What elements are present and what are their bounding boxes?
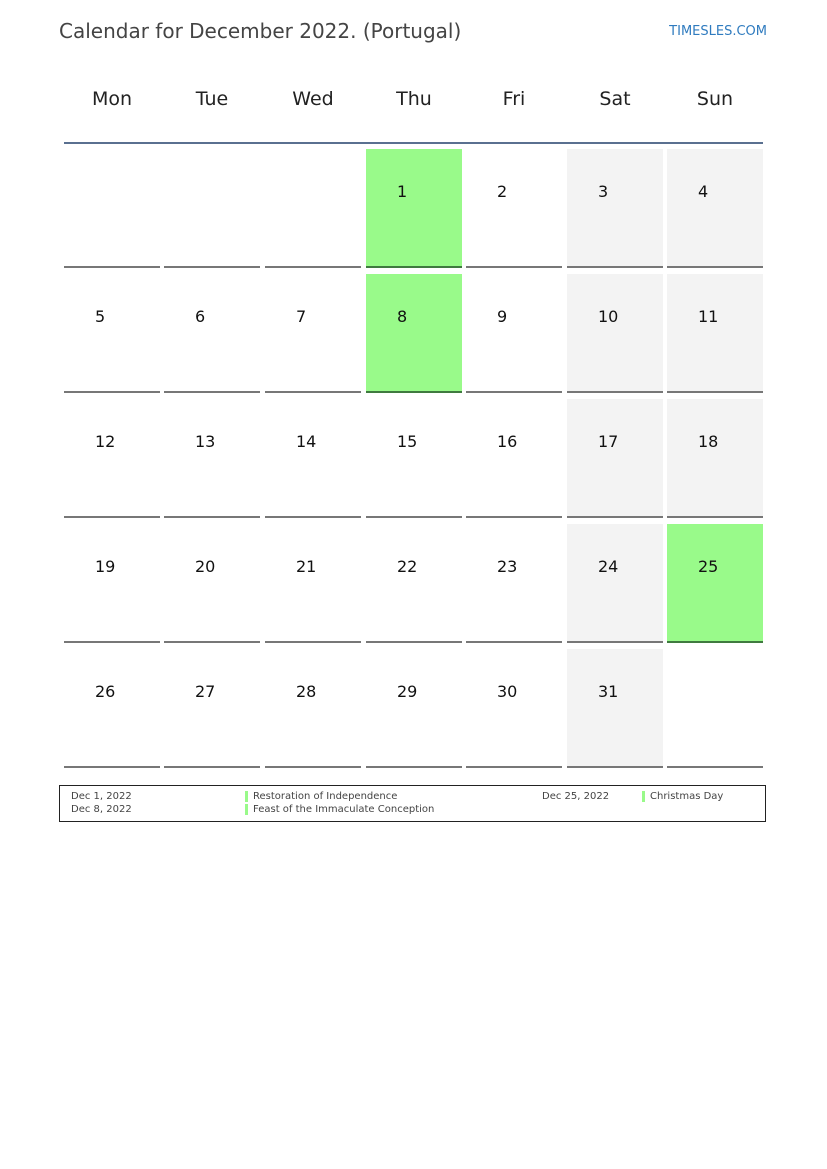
- day-cell-7[interactable]: [265, 274, 361, 393]
- weekday-sun: Sun: [696, 88, 734, 110]
- day-cell-6[interactable]: [164, 274, 260, 393]
- legend-holiday-name: Restoration of Independence: [253, 791, 398, 802]
- day-cell-11[interactable]: [667, 274, 763, 393]
- legend-holiday-name: Feast of the Immaculate Conception: [253, 804, 435, 815]
- empty-day-cell: [265, 149, 361, 268]
- day-number: 28: [296, 682, 317, 701]
- day-number: 30: [497, 682, 518, 701]
- day-number: 15: [397, 432, 418, 451]
- day-cell-13[interactable]: [164, 399, 260, 518]
- day-number: 1: [397, 182, 408, 201]
- weekday-thu: Thu: [396, 88, 432, 110]
- day-number: 31: [598, 682, 619, 701]
- day-number: 3: [598, 182, 609, 201]
- day-number: 24: [598, 557, 619, 576]
- day-number: 2: [497, 182, 508, 201]
- day-cell-31[interactable]: [567, 649, 663, 768]
- day-cell-23[interactable]: [466, 524, 562, 643]
- day-cell-8[interactable]: [366, 274, 462, 393]
- day-number: 29: [397, 682, 418, 701]
- day-number: 27: [195, 682, 216, 701]
- weekday-mon: Mon: [91, 88, 133, 110]
- day-cell-24[interactable]: [567, 524, 663, 643]
- day-number: 19: [95, 557, 116, 576]
- day-cell-30[interactable]: [466, 649, 562, 768]
- day-number: 23: [497, 557, 518, 576]
- day-number: 25: [698, 557, 719, 576]
- day-cell-26[interactable]: [64, 649, 160, 768]
- empty-day-cell: [667, 649, 763, 768]
- empty-day-cell: [164, 149, 260, 268]
- day-number: 16: [497, 432, 518, 451]
- day-cell-1[interactable]: [366, 149, 462, 268]
- day-cell-19[interactable]: [64, 524, 160, 643]
- day-number: 26: [95, 682, 116, 701]
- day-cell-21[interactable]: [265, 524, 361, 643]
- weekday-fri: Fri: [502, 88, 526, 110]
- page-title: Calendar for December 2022. (Portugal): [59, 19, 462, 43]
- day-number: 4: [698, 182, 709, 201]
- day-cell-14[interactable]: [265, 399, 361, 518]
- legend-date: Dec 8, 2022: [71, 804, 132, 815]
- day-cell-3[interactable]: [567, 149, 663, 268]
- day-cell-17[interactable]: [567, 399, 663, 518]
- day-cell-15[interactable]: [366, 399, 462, 518]
- legend-holiday-name: Christmas Day: [650, 791, 724, 802]
- weekday-header-row: [64, 88, 763, 120]
- legend-date: Dec 1, 2022: [71, 791, 132, 802]
- calendar-grid: [64, 149, 763, 774]
- holiday-color-marker: [245, 804, 248, 815]
- day-number: 6: [195, 307, 206, 326]
- day-cell-16[interactable]: [466, 399, 562, 518]
- day-number: 21: [296, 557, 317, 576]
- day-number: 12: [95, 432, 116, 451]
- day-cell-18[interactable]: [667, 399, 763, 518]
- day-number: 18: [698, 432, 719, 451]
- empty-day-cell: [64, 149, 160, 268]
- day-cell-27[interactable]: [164, 649, 260, 768]
- day-cell-5[interactable]: [64, 274, 160, 393]
- day-number: 7: [296, 307, 307, 326]
- day-number: 14: [296, 432, 317, 451]
- weekday-tue: Tue: [195, 88, 229, 110]
- holiday-color-marker: [245, 791, 248, 802]
- day-number: 9: [497, 307, 508, 326]
- day-cell-2[interactable]: [466, 149, 562, 268]
- day-number: 13: [195, 432, 216, 451]
- weekday-sat: Sat: [599, 88, 631, 110]
- brand-link[interactable]: TIMESLES.COM: [669, 24, 767, 39]
- day-number: 20: [195, 557, 216, 576]
- day-number: 11: [698, 307, 719, 326]
- day-cell-12[interactable]: [64, 399, 160, 518]
- day-cell-4[interactable]: [667, 149, 763, 268]
- day-cell-29[interactable]: [366, 649, 462, 768]
- day-cell-22[interactable]: [366, 524, 462, 643]
- day-cell-25[interactable]: [667, 524, 763, 643]
- day-number: 10: [598, 307, 619, 326]
- day-number: 5: [95, 307, 106, 326]
- legend-date: Dec 25, 2022: [542, 791, 610, 802]
- day-number: 17: [598, 432, 619, 451]
- day-cell-9[interactable]: [466, 274, 562, 393]
- day-number: 8: [397, 307, 408, 326]
- header-divider: [64, 142, 763, 144]
- weekday-wed: Wed: [292, 88, 334, 110]
- day-cell-28[interactable]: [265, 649, 361, 768]
- day-cell-20[interactable]: [164, 524, 260, 643]
- holiday-legend: [59, 785, 766, 822]
- holiday-color-marker: [642, 791, 645, 802]
- day-cell-10[interactable]: [567, 274, 663, 393]
- day-number: 22: [397, 557, 418, 576]
